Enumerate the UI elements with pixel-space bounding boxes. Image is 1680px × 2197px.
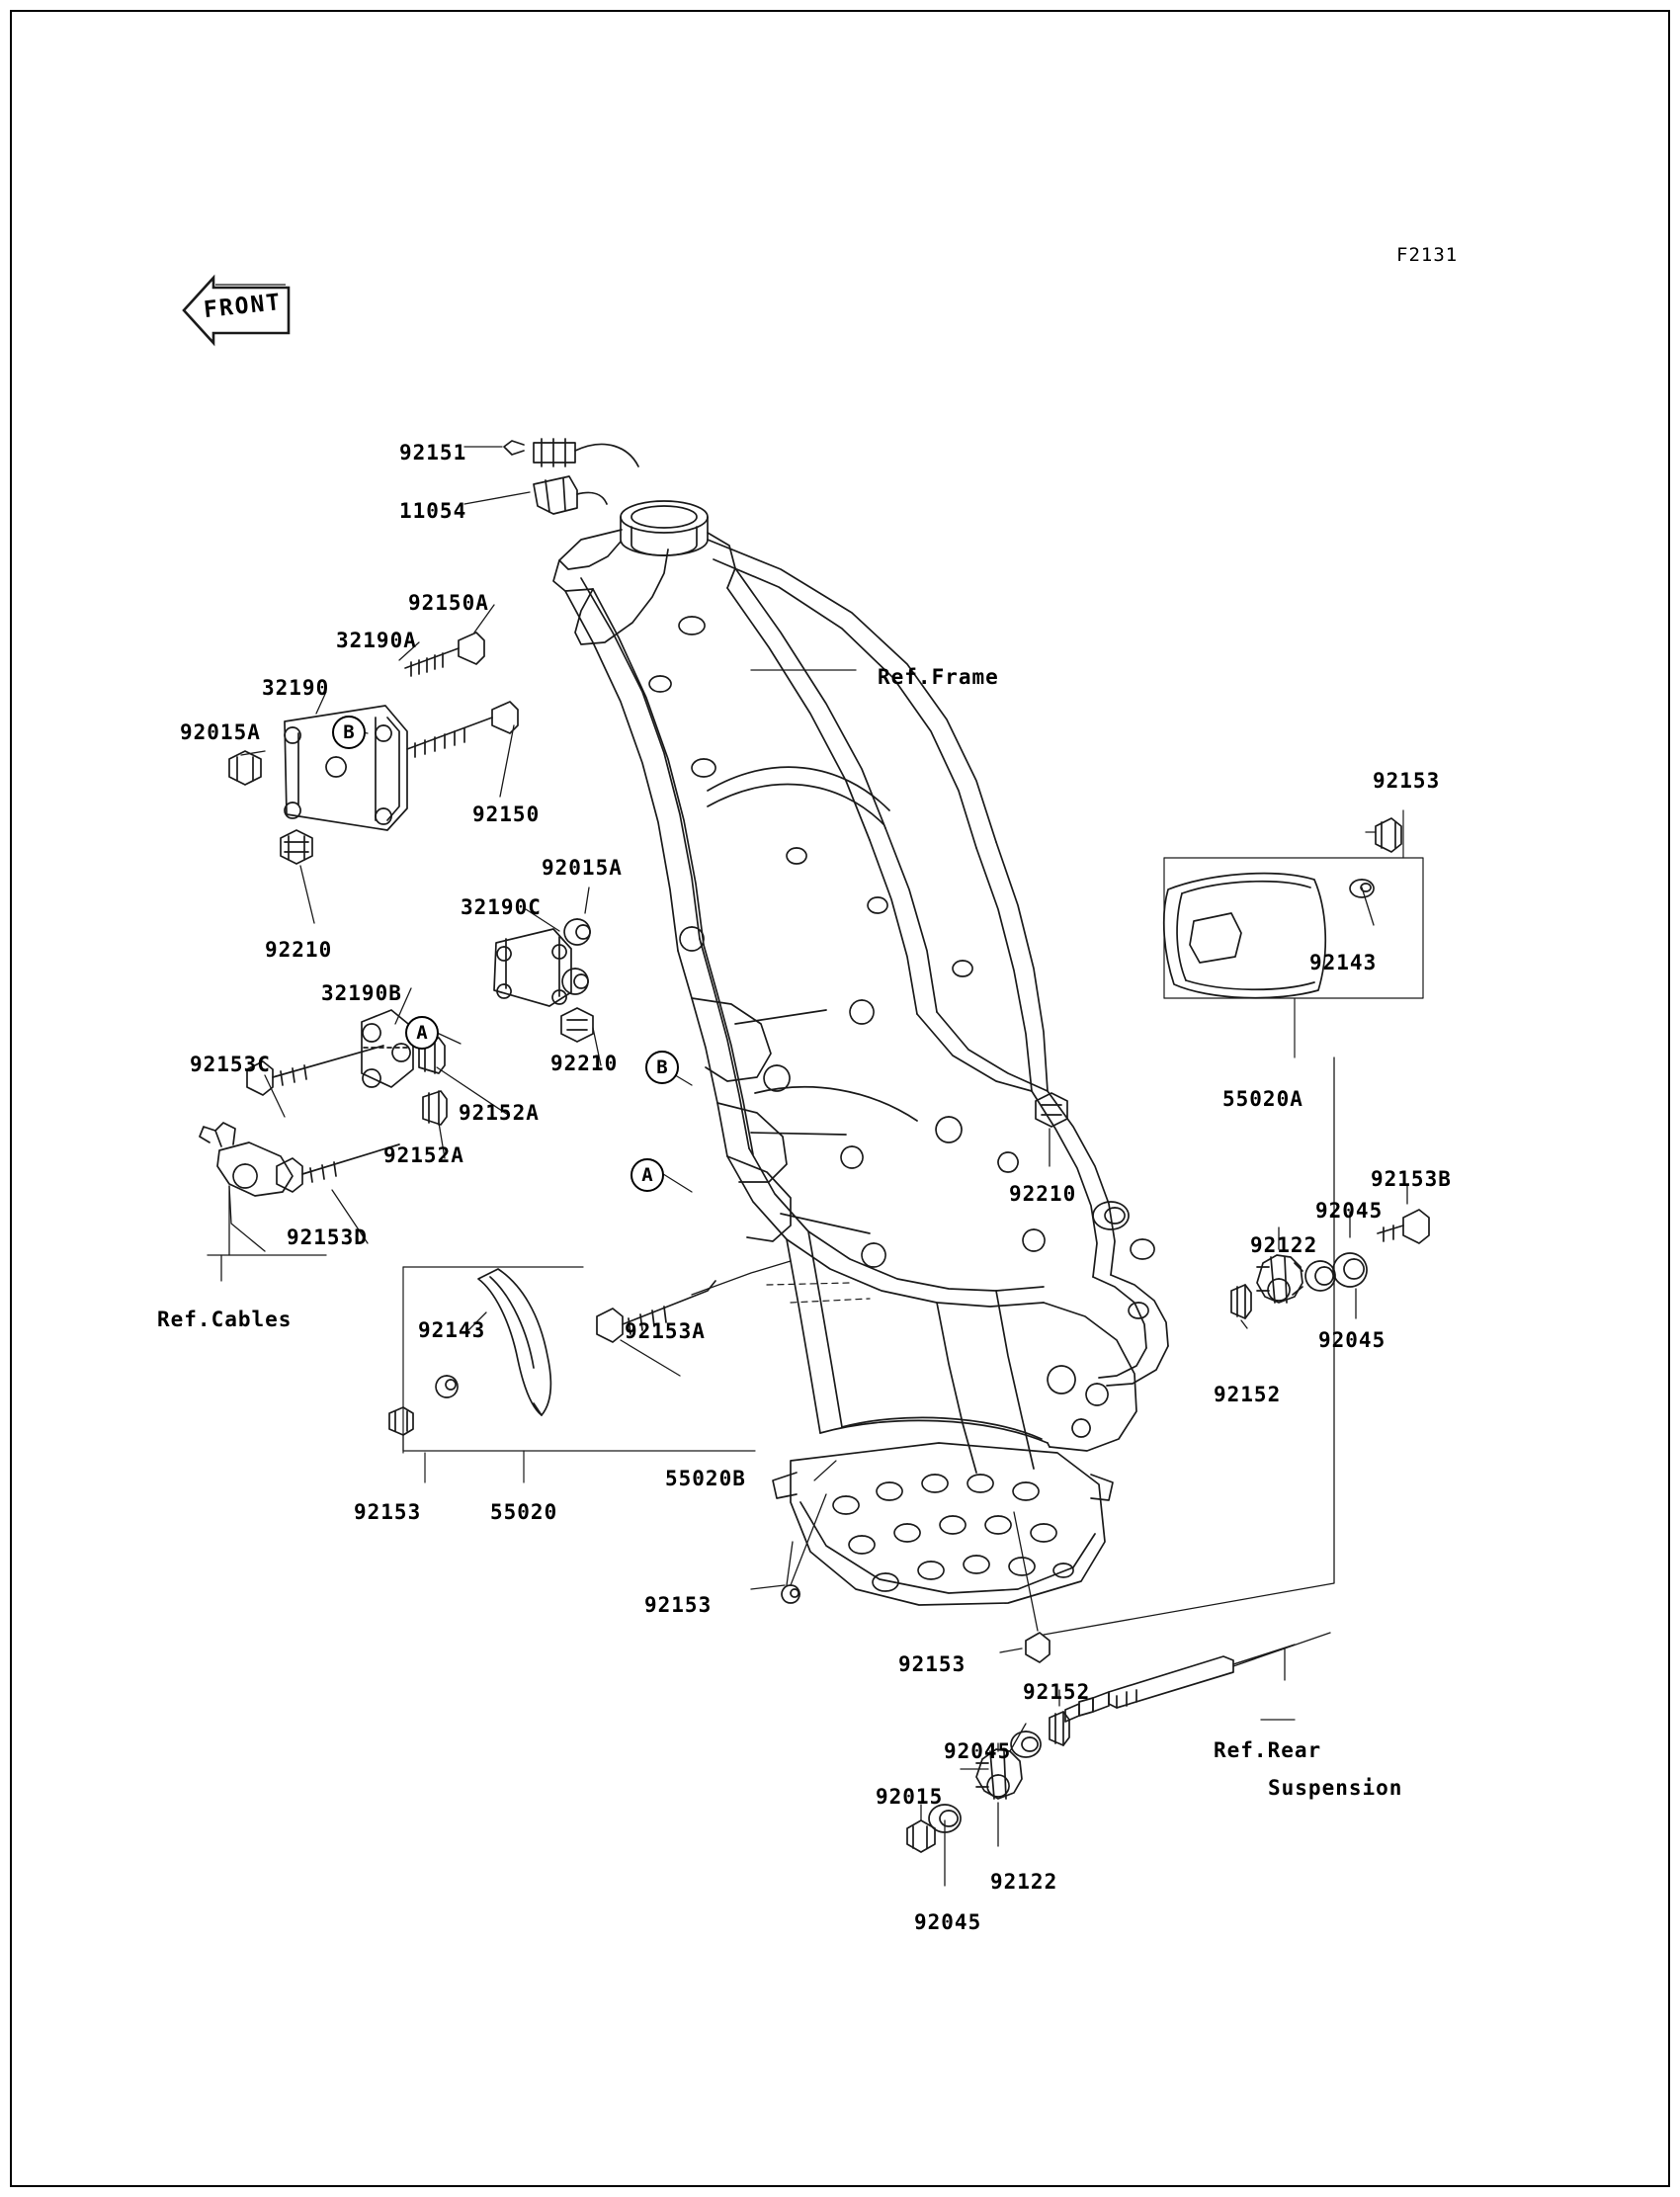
sheet-code: F2131 <box>1396 244 1459 266</box>
callout-92153-skid-left: 92153 <box>644 1593 713 1617</box>
callout-55020: 55020 <box>490 1500 558 1524</box>
callout-92210-left: 92210 <box>265 938 333 962</box>
callout-92153-guide: 92153 <box>354 1500 422 1524</box>
callout-92151: 92151 <box>399 441 467 465</box>
callout-92015A-upper: 92015A <box>180 720 261 744</box>
callout-11054: 11054 <box>399 499 467 523</box>
callout-92152A-lower: 92152A <box>383 1143 464 1167</box>
callout-ref-frame: Ref.Frame <box>878 665 999 689</box>
callout-32190A: 32190A <box>336 629 417 652</box>
callout-32190B: 32190B <box>321 981 402 1005</box>
ref-marker-a-left: A <box>405 1016 439 1050</box>
callout-92122-bottom: 92122 <box>990 1870 1058 1894</box>
callout-92153D: 92153D <box>287 1225 368 1249</box>
callout-92152A-upper: 92152A <box>459 1101 540 1125</box>
callout-92153-skid-bottom: 92153 <box>898 1652 966 1676</box>
callout-92143-right: 92143 <box>1309 951 1378 974</box>
callout-92210-mid: 92210 <box>550 1052 619 1075</box>
callout-92143-left: 92143 <box>418 1318 486 1342</box>
callout-92122-right: 92122 <box>1250 1233 1318 1257</box>
callout-92150A: 92150A <box>408 591 489 615</box>
ref-marker-a-mid: A <box>630 1158 664 1192</box>
callout-92153A: 92153A <box>625 1319 706 1343</box>
callout-92152-right: 92152 <box>1214 1383 1282 1406</box>
ref-marker-b-mid: B <box>645 1051 679 1084</box>
callout-92152-bottom: 92152 <box>1023 1680 1091 1704</box>
callout-92210-right: 92210 <box>1009 1182 1077 1206</box>
callout-ref-suspension: Suspension <box>1268 1776 1403 1800</box>
callout-55020B: 55020B <box>665 1467 746 1490</box>
callout-92045-upper: 92045 <box>1315 1199 1384 1223</box>
callout-92150: 92150 <box>472 803 541 826</box>
callout-92153-slider: 92153 <box>1373 769 1441 793</box>
callout-ref-cables: Ref.Cables <box>157 1308 293 1331</box>
callout-92015: 92015 <box>876 1785 944 1809</box>
callout-92153B: 92153B <box>1371 1167 1452 1191</box>
callout-55020A: 55020A <box>1222 1087 1303 1111</box>
callout-92045-bottom-upper: 92045 <box>944 1739 1012 1763</box>
callout-ref-rear: Ref.Rear <box>1214 1738 1322 1762</box>
ref-marker-b-upper: B <box>332 716 366 749</box>
callout-32190: 32190 <box>262 676 330 700</box>
callout-92045-bottom: 92045 <box>914 1910 982 1934</box>
callout-92015A-mid: 92015A <box>542 856 623 880</box>
callout-92153C: 92153C <box>190 1053 271 1076</box>
front-badge-text: FRONT <box>202 289 284 324</box>
callout-92045-lower: 92045 <box>1318 1328 1386 1352</box>
callout-32190C: 32190C <box>461 895 542 919</box>
